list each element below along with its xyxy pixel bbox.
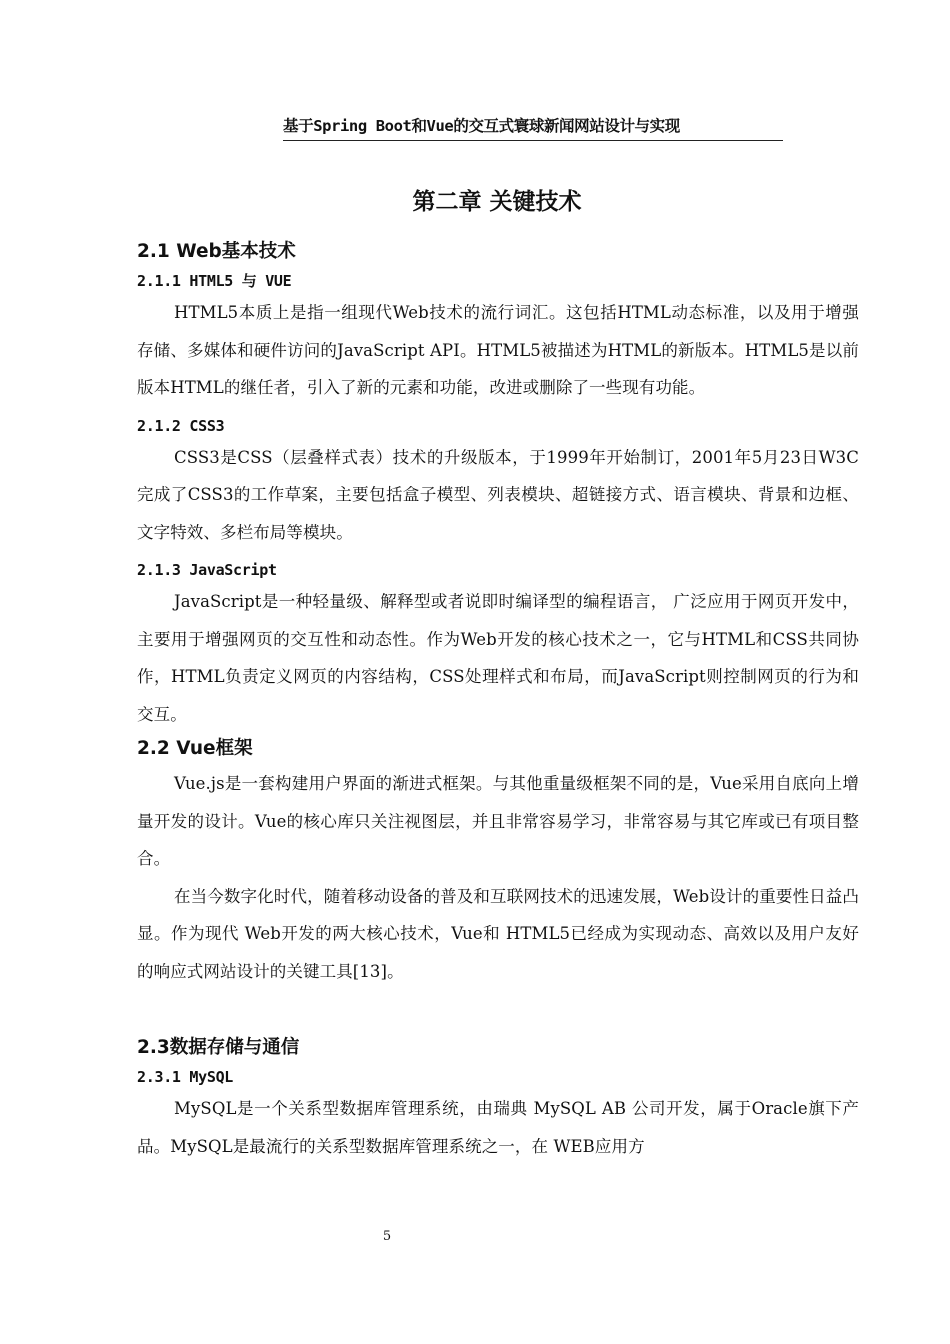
running-header: 基于Spring Boot和Vue的交互式寰球新闻网站设计与实现 bbox=[283, 114, 783, 141]
paragraph-vue-1: Vue.js是一套构建用户界面的渐进式框架。与其他重量级框架不同的是，Vue采用自底向上增量开发的设计。Vue的核心库只关注视图层，并且非常容易学习，非常容易与其它库或已有项目整合。 bbox=[137, 774, 859, 868]
subsection-heading-2-1-1: 2.1.1 HTML5 与 VUE bbox=[137, 272, 292, 290]
page-number: 5 bbox=[382, 1229, 392, 1244]
spacer bbox=[137, 990, 859, 1032]
paragraph-vue-2: 在当今数字化时代，随着移动设备的普及和互联网技术的迅速发展，Web设计的重要性日益凸显。作为现代 Web开发的两大核心技术，Vue和 HTML5已经成为实现动态、高效以及用户友好的响应式网站设计的关键工具[13]。 bbox=[137, 886, 859, 981]
paragraph-html5: HTML5本质上是指一组现代Web技术的流行词汇。这包括HTML动态标准，以及用于增强存储、多媒体和硬件访问的JavaScript API。HTML5被描述为HTML的新版本。HTML5是以前版本HTML的继任者，引入了新的元素和功能，改进或删除了一些现有功能。 bbox=[137, 303, 859, 397]
page-content bbox=[137, 236, 859, 1165]
subsection-heading-2-3-1: 2.3.1 MySQL bbox=[137, 1068, 234, 1086]
chapter-title: 第二章 关键技术 bbox=[412, 189, 582, 215]
subsection-heading-2-1-3: 2.1.3 JavaScript bbox=[137, 561, 277, 579]
paragraph-css3: CSS3是CSS（层叠样式表）技术的升级版本，于1999年开始制订，2001年5月23日W3C完成了CSS3的工作草案，主要包括盒子模型、列表模块、超链接方式、语言模块、背景和边框、文字特效、多栏布局等模块。 bbox=[137, 447, 859, 542]
subsection-heading-2-1-2: 2.1.2 CSS3 bbox=[137, 416, 225, 435]
section-heading-2-2: 2.2 Vue框架 bbox=[137, 738, 253, 759]
paragraph-mysql: MySQL是一个关系型数据库管理系统，由瑞典 MySQL AB 公司开发，属于Oracle旗下产品。MySQL是最流行的关系型数据库管理系统之一，在 WEB应用方 bbox=[137, 1099, 859, 1156]
section-heading-2-1: 2.1 Web基本技术 bbox=[137, 241, 296, 262]
section-heading-2-3: 2.3数据存储与通信 bbox=[137, 1037, 300, 1058]
paragraph-javascript: JavaScript是一种轻量级、解释型或者说即时编译型的编程语言， 广泛应用于网页开发中，主要用于增强网页的交互性和动态性。作为Web开发的核心技术之一，它与HTML和CSS共同协作，HTML负责定义网页的内容结构，CSS处理样式和布局，而JavaScript则控制网页的行为和交互。 bbox=[137, 592, 859, 724]
